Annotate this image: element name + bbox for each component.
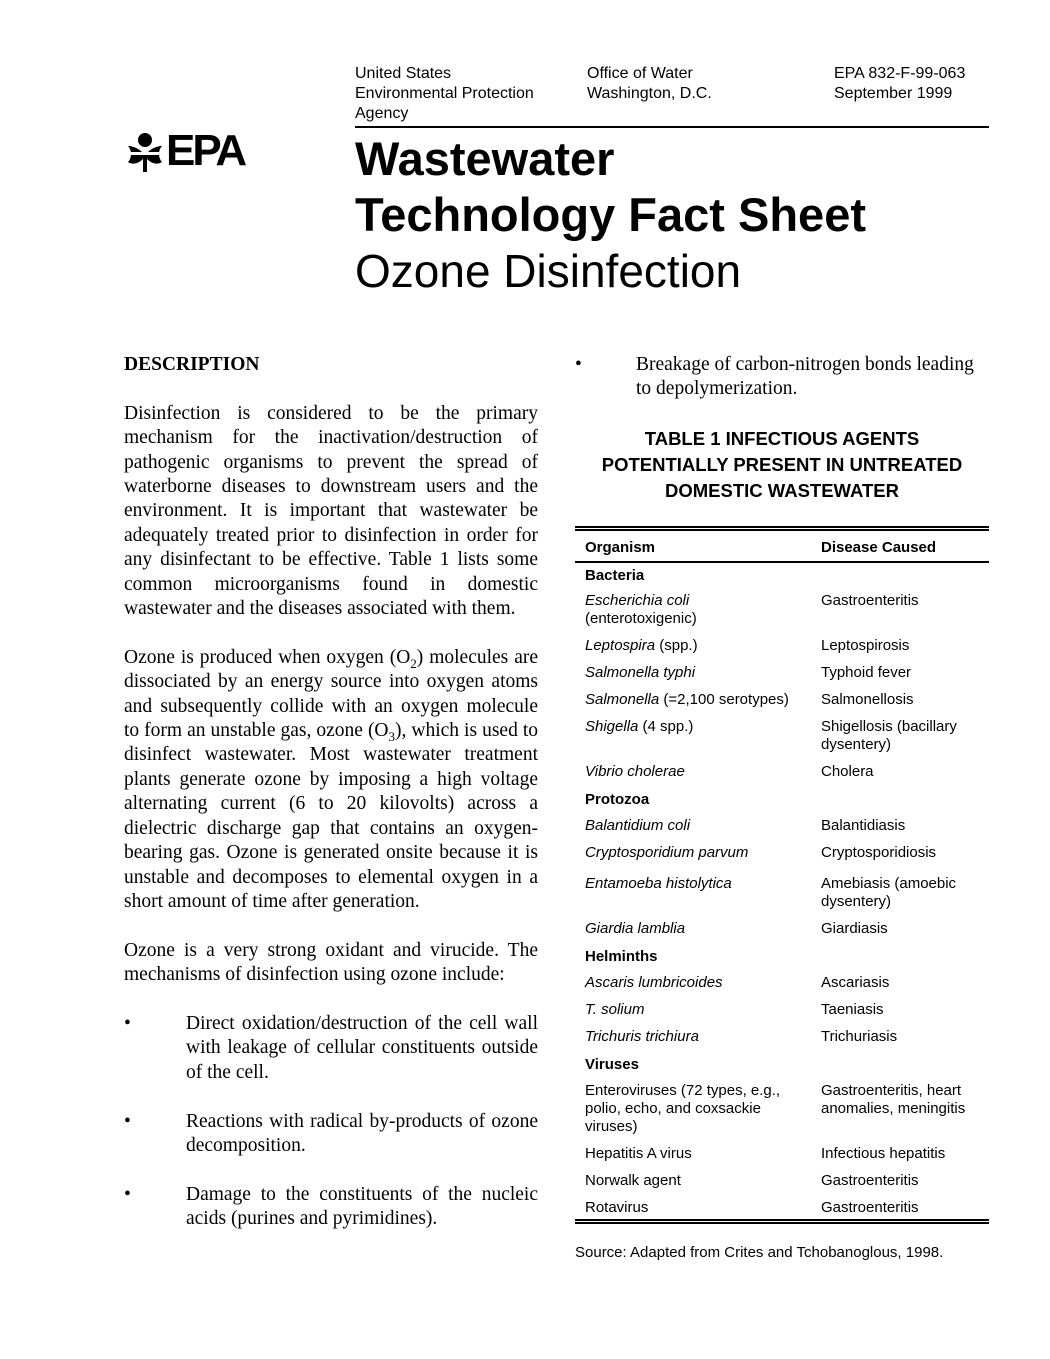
section-heading: DESCRIPTION — [124, 354, 260, 375]
table-group-protozoa: Protozoa — [585, 791, 650, 808]
table-row — [575, 633, 989, 660]
disease-cell: Giardiasis — [821, 920, 888, 937]
bullet-item — [124, 1110, 538, 1159]
disease-cell: Typhoid fever — [821, 664, 912, 681]
paragraph-1: Disinfection is considered to be the primary mechanism for the inactivation/destruction of pathogenic organisms to prevent the spread of waterborne diseases to downstream users and the environment. It is important that wastewater be adequately treated prior to disinfection in order for any disinfectant to be effective. Table 1 lists some common microorganisms found in domestic wastewater and the diseases associated with them. — [124, 402, 538, 620]
table-row — [575, 970, 989, 997]
organism-cell: Norwalk agent — [585, 1172, 681, 1189]
left-column — [124, 353, 538, 1256]
page-title-line-2: Technology Fact Sheet — [355, 188, 866, 241]
disease-cell: Gastroenteritis — [821, 592, 919, 609]
disease-cell: Trichuriasis — [821, 1028, 898, 1045]
organism-name: Salmonella — [585, 691, 660, 708]
table-row — [575, 840, 989, 871]
header-document-id — [834, 64, 965, 104]
table-row — [575, 1195, 989, 1219]
column-header-organism: Organism — [585, 539, 656, 556]
table-header — [575, 531, 989, 563]
table-row — [575, 1024, 989, 1051]
bullet-text: Direct oxidation/destruction of the cell wall with leakage of cellular constituents outside of the cell. — [186, 1012, 538, 1083]
epa-flower-icon — [126, 132, 164, 172]
table-row — [575, 759, 989, 786]
paragraph-2-part: ), which is used to disinfect wastewater. Most wastewater treatment plants generate ozone by imposing a high voltage alternating current (6 to 20 kilovolts) across a dielectric discharge gap that contains an oxygen-bearing gas. Ozone is generated onsite because it is unstable and decomposes to elemental oxygen in a short amount of time after generation. — [124, 720, 538, 912]
table-row — [575, 660, 989, 687]
bullet-text: Breakage of carbon-nitrogen bonds leading to depolymerization. — [636, 354, 974, 400]
disease-cell: Shigellosis (bacillary dysentery) — [821, 718, 957, 753]
disease-cell: Balantidiasis — [821, 817, 906, 834]
table-group-helminths: Helminths — [585, 948, 658, 965]
header-agency — [355, 64, 534, 124]
table-group-bacteria: Bacteria — [585, 567, 645, 584]
organism-cell: Trichuris trichiura — [585, 1028, 699, 1045]
bullet-icon: • — [124, 1110, 131, 1132]
disease-cell: Gastroenteritis — [821, 1199, 919, 1216]
header-divider — [355, 126, 989, 128]
disease-cell: Amebiasis (amoebic dysentery) — [821, 875, 957, 910]
bullet-item — [124, 1183, 538, 1232]
header-agency-line: United States — [355, 65, 452, 82]
organism-cell: T. solium — [585, 1001, 645, 1018]
bullet-item — [124, 1012, 538, 1085]
epa-logo-text: EPA — [166, 126, 245, 175]
table-group-viruses: Viruses — [585, 1056, 639, 1073]
disease-cell: Infectious hepatitis — [821, 1145, 946, 1162]
header-office — [587, 64, 712, 104]
subscript: 2 — [410, 655, 417, 671]
header-doc-number: EPA 832-F-99-063 — [834, 65, 966, 82]
organism-cell: Hepatitis A virus — [585, 1145, 692, 1162]
disease-cell: Cholera — [821, 763, 874, 780]
organism-note: (spp.) — [655, 637, 698, 654]
organism-cell — [575, 633, 821, 660]
table-row — [575, 997, 989, 1024]
table-source-note: Source: Adapted from Crites and Tchobanoglous, 1998. — [575, 1244, 944, 1261]
header-doc-date: September 1999 — [834, 85, 953, 102]
disease-cell: Ascariasis — [821, 974, 890, 991]
table-row — [575, 1078, 989, 1141]
disease-cell: Taeniasis — [821, 1001, 884, 1018]
organism-note: (enterotoxigenic) — [585, 610, 697, 627]
organism-cell: Entamoeba histolytica — [585, 875, 732, 892]
bullet-text: Reactions with radical by-products of ozone decomposition. — [186, 1110, 538, 1156]
organism-cell: Enteroviruses (72 types, e.g., polio, echo, and coxsackie viruses) — [585, 1082, 781, 1135]
right-column — [575, 353, 989, 402]
table-row — [575, 588, 989, 633]
paragraph-2-part: ) molecules are dissociated by an energy source into oxygen atoms and subsequently collide with an oxygen molecule to form an unstable gas, ozone (O — [124, 646, 538, 742]
table-row — [575, 871, 989, 916]
paragraph-2 — [124, 646, 538, 914]
epa-logo — [126, 126, 256, 176]
page-subtitle: Ozone Disinfection — [355, 245, 742, 297]
disease-cell: Salmonellosis — [821, 691, 914, 708]
organism-cell: Balantidium coli — [585, 817, 691, 834]
disease-cell: Cryptosporidiosis — [821, 844, 937, 861]
header-agency-line: Agency — [355, 105, 409, 122]
bullet-icon: • — [124, 1183, 131, 1205]
table-row — [575, 687, 989, 714]
bullet-icon: • — [124, 1012, 131, 1034]
organism-cell: Rotavirus — [585, 1199, 649, 1216]
paragraph-3: Ozone is a very strong oxidant and virucide. The mechanisms of disinfection using ozone include: — [124, 939, 538, 986]
organism-cell: Cryptosporidium parvum — [585, 844, 749, 861]
organism-cell — [575, 714, 821, 759]
table-title-line: DOMESTIC WASTEWATER — [665, 480, 899, 501]
organism-cell: Vibrio cholerae — [585, 763, 685, 780]
table-row — [575, 714, 989, 759]
table-title-line: POTENTIALLY PRESENT IN UNTREATED — [601, 454, 963, 475]
organism-note: (4 spp.) — [638, 718, 694, 735]
subscript: 3 — [388, 728, 396, 744]
organism-cell — [575, 687, 821, 714]
disease-cell: Leptospirosis — [821, 637, 910, 654]
disease-cell: Gastroenteritis — [821, 1172, 919, 1189]
organism-cell — [575, 588, 821, 633]
organism-cell: Giardia lamblia — [585, 920, 686, 937]
column-header-disease: Disease Caused — [821, 539, 937, 556]
disease-cell: Gastroenteritis, heart anomalies, meningitis — [821, 1082, 966, 1117]
header-office-line: Office of Water — [587, 65, 693, 82]
table-row — [575, 1141, 989, 1168]
paragraph-2-part: Ozone is produced when oxygen (O — [124, 646, 411, 668]
table-row — [575, 1168, 989, 1195]
table-row — [575, 916, 989, 943]
table-bottom-rule — [575, 1219, 989, 1224]
table-title-line: TABLE 1 INFECTIOUS AGENTS — [644, 428, 920, 449]
table-title — [575, 426, 989, 504]
bullet-icon: • — [575, 354, 582, 375]
bullet-item — [575, 353, 989, 402]
header-agency-line: Environmental Protection — [355, 85, 534, 102]
organism-name: Leptospira — [585, 637, 656, 654]
organism-cell: Ascaris lumbricoides — [585, 974, 723, 991]
organism-name: Escherichia coli — [585, 592, 690, 609]
page-title-line-1: Wastewater — [355, 132, 615, 185]
organism-cell: Salmonella typhi — [585, 664, 696, 681]
table-row — [575, 813, 989, 840]
infectious-agents-table — [575, 526, 989, 1224]
organism-name: Shigella — [585, 718, 639, 735]
header-office-line: Washington, D.C. — [587, 85, 712, 102]
bullet-text: Damage to the constituents of the nucleic acids (purines and pyrimidines). — [186, 1183, 538, 1230]
organism-note: (=2,100 serotypes) — [659, 691, 789, 708]
